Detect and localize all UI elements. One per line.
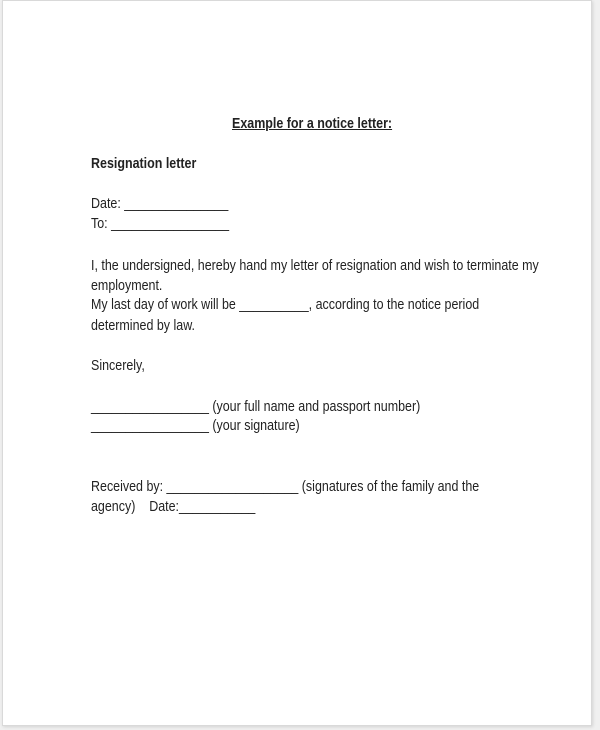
document-page: [2, 0, 592, 726]
body-line-2: employment.: [91, 278, 163, 294]
to-field-line: To: _________________: [91, 216, 230, 232]
received-by-line: Received by: ___________________ (signatures of the family and the: [91, 479, 480, 495]
body-line-1: I, the undersigned, hereby hand my letter of resignation and wish to terminate my: [91, 258, 539, 274]
body-line-4: determined by law.: [91, 318, 195, 334]
name-signature-line: _________________ (your full name and passport number): [91, 399, 421, 415]
received-date-line: agency) Date:___________: [91, 499, 256, 515]
signature-line: _________________ (your signature): [91, 418, 300, 434]
letter-heading: Resignation letter: [91, 156, 197, 172]
date-field-line: Date: _______________: [91, 196, 229, 212]
closing-text: Sincerely,: [91, 358, 145, 374]
letter-title: Example for a notice letter:: [232, 116, 393, 132]
body-line-3: My last day of work will be __________, according to the notice period: [91, 297, 480, 313]
